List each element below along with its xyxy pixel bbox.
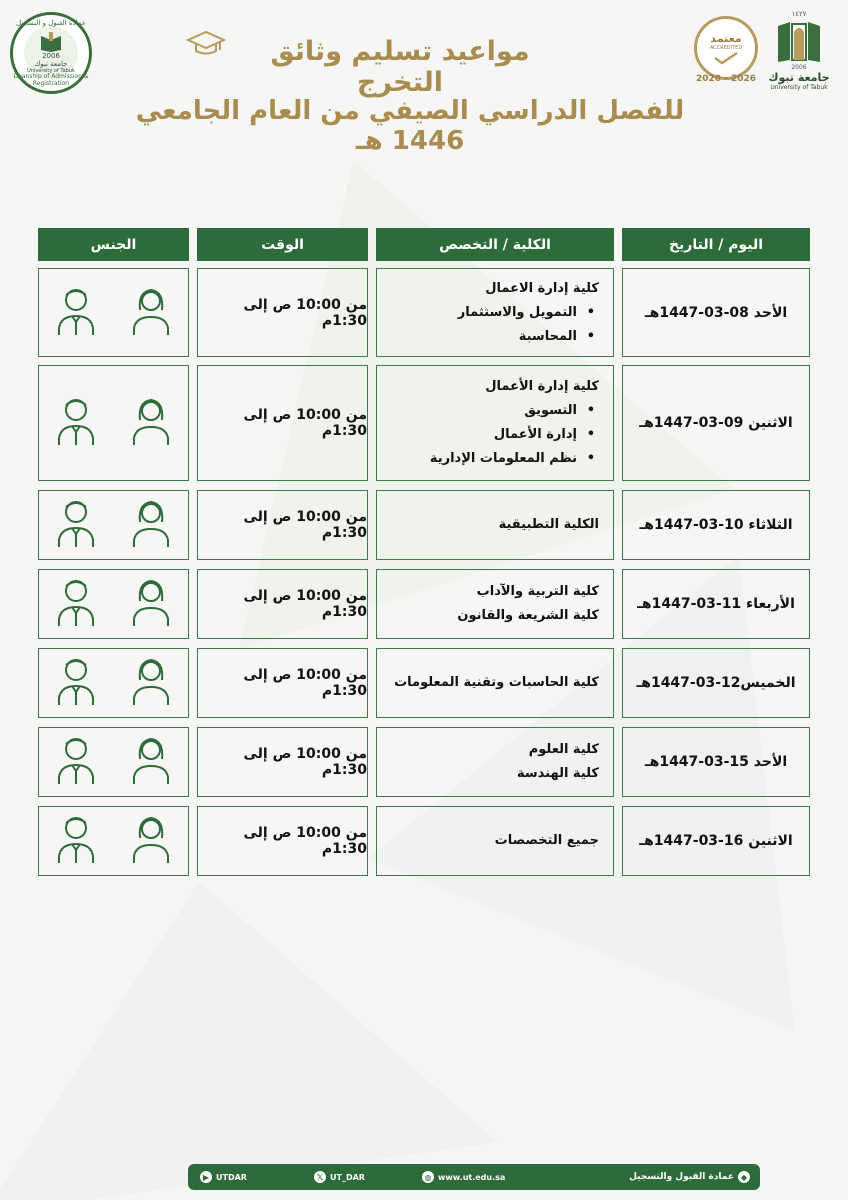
- college-name: كلية الهندسة: [517, 766, 599, 781]
- male-user-icon: [56, 396, 96, 450]
- time-text: من 10:00 ص إلى 1:30م: [243, 746, 367, 778]
- table-cell-time: [197, 490, 368, 560]
- table-cell-date: [622, 490, 810, 560]
- table-cell-gender: [38, 268, 189, 357]
- deanship-logo-year: 2006: [42, 52, 60, 60]
- footer-x[interactable]: [314, 1164, 365, 1190]
- accreditation-label-en: ACCREDITED: [709, 44, 743, 51]
- time-text: من 10:00 ص إلى 1:30م: [243, 588, 367, 620]
- check-icon: [713, 51, 739, 65]
- female-user-icon: [131, 286, 171, 340]
- footer-x-label: UT_DAR: [330, 1172, 365, 1182]
- footer-deanship-label: عمادة القبول والتسجيل: [629, 1172, 734, 1182]
- college-name: كلية إدارة الاعمال: [485, 280, 599, 296]
- college-name: كلية الشريعة والقانون: [457, 608, 599, 623]
- college-name: كلية التربية والآداب: [476, 584, 599, 599]
- table-cell-college: [376, 365, 614, 481]
- column-header-time: الوقت: [197, 228, 368, 261]
- table-cell-gender: [38, 727, 189, 797]
- footer-website-label: www.ut.edu.sa: [438, 1172, 506, 1182]
- deanship-logo: [10, 12, 92, 94]
- time-text: من 10:00 ص إلى 1:30م: [243, 407, 367, 439]
- university-logo-name-en: University of Tabuk: [770, 84, 828, 91]
- female-user-icon: [131, 814, 171, 868]
- globe-icon: ◍: [422, 1171, 434, 1183]
- table-cell-date: [622, 727, 810, 797]
- male-user-icon: [56, 498, 96, 552]
- male-user-icon: [56, 577, 96, 631]
- table-cell-time: [197, 806, 368, 876]
- accreditation-badge: [694, 16, 758, 80]
- page-subtitle: للفصل الدراسي الصيفي من العام الجامعي 1446 هـ: [135, 96, 685, 156]
- time-text: من 10:00 ص إلى 1:30م: [243, 667, 367, 699]
- male-user-icon: [56, 735, 96, 789]
- college-name: كلية العلوم: [528, 742, 599, 757]
- table-cell-date: [622, 806, 810, 876]
- footer-bar: [188, 1164, 760, 1190]
- table-cell-time: [197, 569, 368, 639]
- table-cell-date: [622, 648, 810, 718]
- page-title: مواعيد تسليم وثائق التخرج: [270, 36, 530, 98]
- male-user-icon: [56, 286, 96, 340]
- table-cell-time: [197, 727, 368, 797]
- university-logo-year-bottom: 2006: [791, 64, 807, 71]
- column-header-gender: الجنس: [38, 228, 189, 261]
- male-user-icon: [56, 814, 96, 868]
- table-cell-gender: [38, 806, 189, 876]
- university-logo: [764, 10, 834, 96]
- date-text: الخميس12-03-1447هـ: [636, 675, 796, 691]
- table-cell-college: [376, 268, 614, 357]
- date-text: الأحد 08-03-1447هـ: [644, 304, 788, 321]
- female-user-icon: [131, 498, 171, 552]
- specialization-item: • المحاسبة: [391, 325, 599, 349]
- table-cell-date: [622, 268, 810, 357]
- college-name: كلية الحاسبات وتقنية المعلومات: [394, 675, 599, 690]
- female-user-icon: [131, 396, 171, 450]
- deanship-logo-ring-bottom: Deanship of Admission & Registration: [13, 73, 89, 87]
- male-user-icon: [56, 656, 96, 710]
- date-text: الثلاثاء 10-03-1447هـ: [639, 517, 793, 533]
- specialization-item: • نظم المعلومات الإدارية: [391, 447, 599, 471]
- table-cell-gender: [38, 490, 189, 560]
- deanship-logo-ring-top: عمادة القبول و التسجيل: [16, 19, 86, 27]
- college-name: جميع التخصصات: [494, 833, 599, 848]
- footer-website[interactable]: [422, 1164, 505, 1190]
- table-cell-college: [376, 806, 614, 876]
- female-user-icon: [131, 656, 171, 710]
- table-cell-date: [622, 365, 810, 481]
- x-icon: 𝕏: [314, 1171, 326, 1183]
- column-header-date: اليوم / التاريخ: [622, 228, 810, 261]
- female-user-icon: [131, 577, 171, 631]
- date-text: الاثنين 09-03-1447هـ: [639, 415, 793, 431]
- date-text: الأربعاء 11-03-1447هـ: [637, 596, 795, 612]
- table-cell-gender: [38, 648, 189, 718]
- deanship-mini-logo-icon: ◆: [738, 1171, 750, 1183]
- footer-youtube[interactable]: [200, 1164, 247, 1190]
- deanship-logo-name-en: University of Tabuk: [27, 68, 75, 74]
- background-shape: [0, 845, 498, 1200]
- university-emblem-icon: [776, 20, 822, 64]
- book-emblem-icon: [40, 32, 62, 52]
- table-cell-time: [197, 268, 368, 357]
- footer-youtube-label: UTDAR: [216, 1172, 247, 1182]
- deanship-logo-inner: [24, 26, 78, 80]
- table-cell-college: [376, 648, 614, 718]
- specialization-item: • التمويل والاستثمار: [391, 301, 599, 325]
- date-text: الأحد 15-03-1447هـ: [644, 754, 788, 770]
- table-cell-college: [376, 569, 614, 639]
- footer-deanship: [629, 1164, 750, 1190]
- table-cell-gender: [38, 365, 189, 481]
- university-logo-name-ar: جامعة تبوك: [768, 71, 830, 84]
- accreditation-years: 2020 - 2026: [695, 74, 757, 84]
- youtube-icon: ▶: [200, 1171, 212, 1183]
- table-cell-college: [376, 727, 614, 797]
- table-cell-college: [376, 490, 614, 560]
- university-logo-year-top: ١٤٢٧: [791, 10, 807, 18]
- college-name: كلية إدارة الأعمال: [485, 379, 599, 394]
- accreditation-label-ar: معتمد: [710, 31, 742, 45]
- time-text: من 10:00 ص إلى 1:30م: [243, 296, 367, 329]
- specialization-item: • التسويق: [391, 399, 599, 423]
- female-user-icon: [131, 735, 171, 789]
- table-cell-time: [197, 365, 368, 481]
- time-text: من 10:00 ص إلى 1:30م: [243, 509, 367, 541]
- graduation-cap-icon: [186, 30, 226, 56]
- college-name: الكلية التطبيقية: [498, 517, 599, 532]
- table-cell-gender: [38, 569, 189, 639]
- column-header-college: الكلية / التخصص: [376, 228, 614, 261]
- date-text: الاثنين 16-03-1447هـ: [639, 833, 793, 849]
- specialization-item: • إدارة الأعمال: [391, 423, 599, 447]
- table-cell-time: [197, 648, 368, 718]
- table-cell-date: [622, 569, 810, 639]
- time-text: من 10:00 ص إلى 1:30م: [243, 825, 367, 857]
- deanship-logo-name-ar: جامعة تبوك: [34, 60, 68, 68]
